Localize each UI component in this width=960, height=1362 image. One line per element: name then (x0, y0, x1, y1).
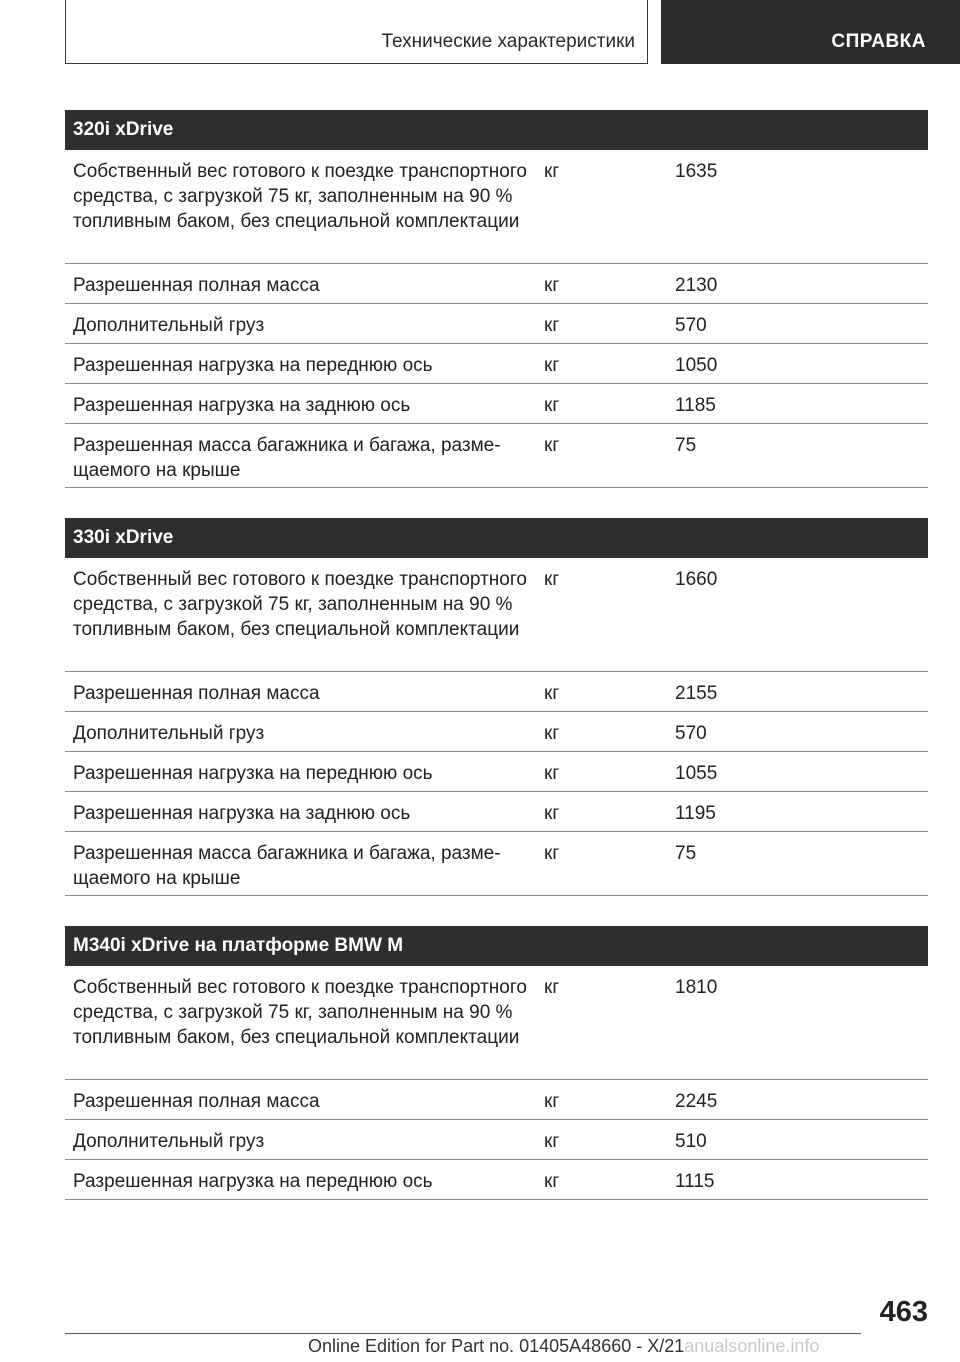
row-unit: кг (544, 569, 560, 590)
row-label: Разрешенная нагрузка на переднюю ось (73, 763, 433, 784)
row-unit: кг (544, 977, 560, 998)
row-unit: кг (544, 1091, 560, 1112)
table-title: M340i xDrive на платформе BMW M (65, 926, 928, 966)
row-unit: кг (544, 763, 560, 784)
row-value: 2130 (675, 275, 718, 296)
row-label: Разрешенная полная масса (73, 683, 320, 704)
table-row (65, 344, 928, 384)
footer-edition-text: Online Edition for Part no. 01405A48660 - X/21 (308, 1336, 685, 1356)
row-label: Разрешенная масса багажника и багажа, размещаемого на крыше (73, 843, 501, 889)
row-label: Дополнительный груз (73, 723, 265, 744)
row-unit: кг (544, 843, 560, 864)
row-label: Разрешенная нагрузка на переднюю ось (73, 355, 433, 376)
table-row (65, 150, 928, 264)
table-row (65, 424, 928, 488)
spec-table-m340i (65, 926, 928, 1200)
table-row (65, 304, 928, 344)
row-value: 2155 (675, 683, 718, 704)
table-row (65, 712, 928, 752)
row-value: 570 (675, 723, 707, 744)
table-row (65, 966, 928, 1080)
row-label: Разрешенная нагрузка на заднюю ось (73, 803, 411, 824)
row-label: Дополнительный груз (73, 1131, 265, 1152)
row-unit: кг (544, 435, 560, 456)
spec-table-320i (65, 110, 928, 488)
row-value: 1195 (675, 803, 716, 824)
row-label: Собственный вес готового к поездке транспортного средства, с загрузкой 75 кг, заполненным на 90 % топливным баком, без специальной комплектации (73, 161, 527, 232)
row-label: Собственный вес готового к поездке транспортного средства, с загрузкой 75 кг, заполненным на 90 % топливным баком, без специальной комплектации (73, 977, 527, 1048)
footer-divider (65, 1333, 861, 1334)
row-unit: кг (544, 723, 560, 744)
row-label: Собственный вес готового к поездке транспортного средства, с загрузкой 75 кг, заполненным на 90 % топливным баком, без специальной комплектации (73, 569, 527, 640)
row-unit: кг (544, 275, 560, 296)
table-row (65, 1160, 928, 1200)
header-chapter-title: СПРАВКА (831, 31, 926, 52)
row-value: 570 (675, 315, 707, 336)
table-row (65, 832, 928, 896)
row-value: 1810 (675, 977, 718, 998)
row-unit: кг (544, 1171, 560, 1192)
row-value: 1185 (675, 395, 716, 416)
row-value: 2245 (675, 1091, 718, 1112)
table-title: 330i xDrive (65, 518, 928, 558)
row-label: Разрешенная нагрузка на переднюю ось (73, 1171, 433, 1192)
watermark: anualsonline.info (684, 1336, 820, 1356)
table-row (65, 558, 928, 672)
row-value: 510 (675, 1131, 707, 1152)
page-number: 463 (879, 1296, 928, 1328)
header-chapter-tab (661, 0, 960, 64)
row-label: Разрешенная полная масса (73, 275, 320, 296)
spec-table-330i (65, 518, 928, 896)
table-title: 320i xDrive (65, 110, 928, 150)
row-value: 75 (675, 435, 697, 456)
row-unit: кг (544, 161, 560, 182)
table-row (65, 384, 928, 424)
row-unit: кг (544, 1131, 560, 1152)
table-row (65, 1080, 928, 1120)
table-row (65, 1120, 928, 1160)
row-value: 1660 (675, 569, 718, 590)
row-unit: кг (544, 315, 560, 336)
header-section-tab (65, 0, 648, 64)
row-unit: кг (544, 803, 560, 824)
row-label: Разрешенная нагрузка на заднюю ось (73, 395, 411, 416)
row-value: 1055 (675, 763, 718, 784)
footer-edition (308, 1336, 819, 1357)
table-row (65, 752, 928, 792)
row-value: 1050 (675, 355, 718, 376)
row-value: 75 (675, 843, 697, 864)
row-unit: кг (544, 355, 560, 376)
row-label: Дополнительный груз (73, 315, 265, 336)
table-row (65, 264, 928, 304)
header-section-title: Технические характеристики (381, 31, 635, 52)
row-unit: кг (544, 395, 560, 416)
table-row (65, 792, 928, 832)
table-row (65, 672, 928, 712)
row-label: Разрешенная полная масса (73, 1091, 320, 1112)
row-label: Разрешенная масса багажника и багажа, размещаемого на крыше (73, 435, 501, 481)
row-value: 1635 (675, 161, 718, 182)
row-value: 1115 (675, 1171, 715, 1192)
row-unit: кг (544, 683, 560, 704)
